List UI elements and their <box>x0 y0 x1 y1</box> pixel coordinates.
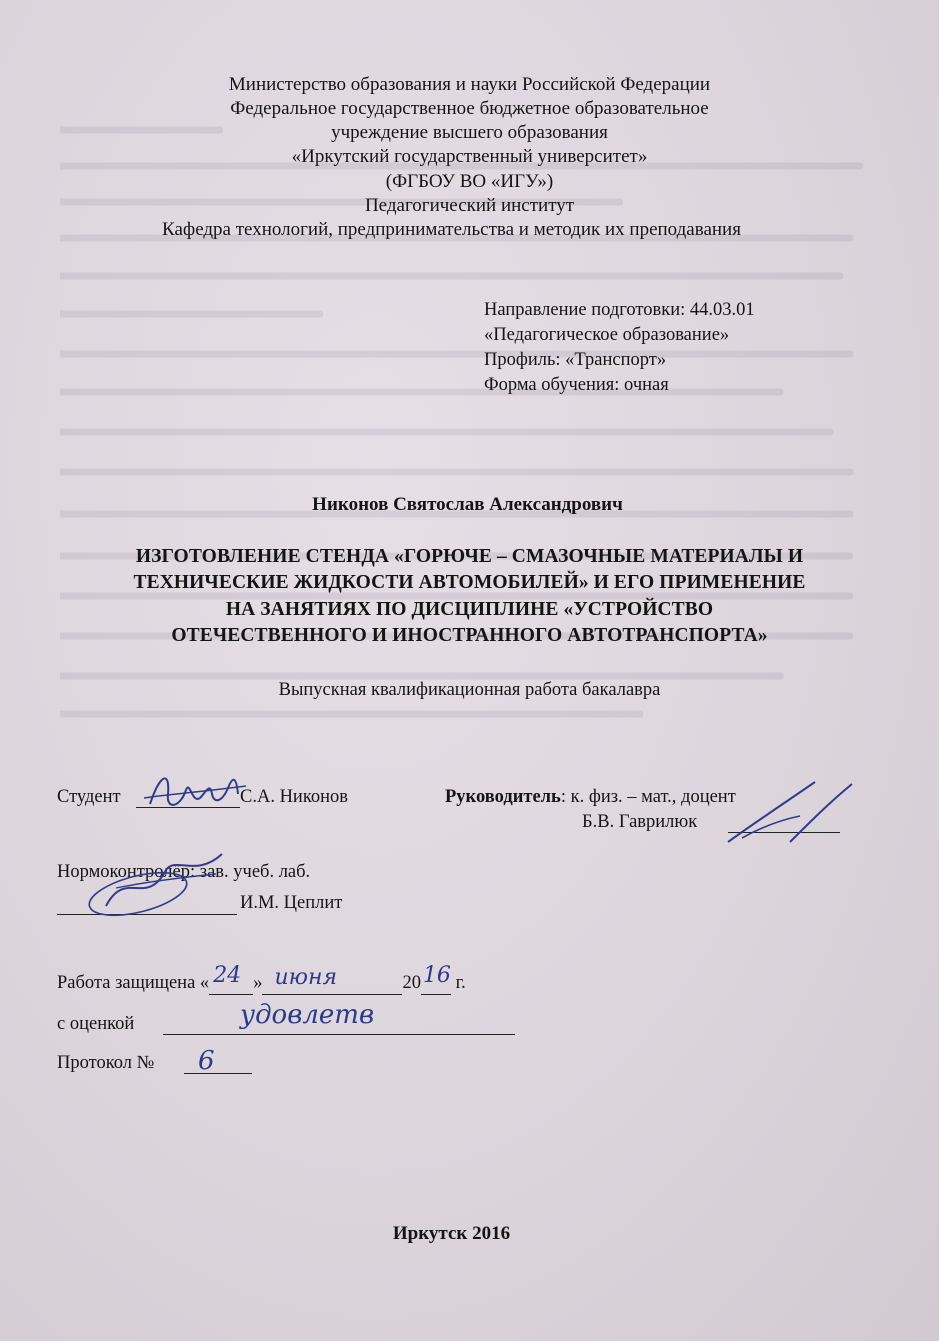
grade-label: с оценкой <box>57 1014 135 1034</box>
defense-date-line <box>57 963 466 995</box>
department-name: Кафедра технологий, предпринимательства и методик их преподавания <box>162 219 741 240</box>
supervisor-signature-icon <box>720 776 860 856</box>
defense-month-field <box>262 965 402 995</box>
study-form: Форма обучения: очная <box>484 375 669 395</box>
supervisor-label: Руководитель <box>445 787 561 807</box>
supervisor-title: : к. физ. – мат., доцент <box>560 787 736 807</box>
work-type: Выпускная квалификационная работа бакалавра <box>278 680 661 700</box>
defense-month: июня <box>274 965 338 990</box>
author-name: Никонов Святослав Александрович <box>312 494 623 515</box>
program-profile: Профиль: «Транспорт» <box>484 350 667 370</box>
city-year: Иркутск 2016 <box>392 1223 511 1244</box>
institute-name: Педагогический институт <box>364 195 575 216</box>
supervisor-name: Б.В. Гаврилюк <box>582 812 698 832</box>
defense-day: 24 <box>213 963 242 988</box>
defense-day-field <box>209 963 253 995</box>
institution-level-line: учреждение высшего образования <box>331 122 608 143</box>
thesis-title-line-3: НА ЗАНЯТИЯХ ПО ДИСЦИПЛИНЕ «УСТРОЙСТВО <box>225 599 714 620</box>
normcontrol-signature-icon <box>76 848 236 924</box>
defense-year-suffix: 16 <box>422 963 451 988</box>
university-name: «Иркутский государственный университет» <box>291 146 648 167</box>
supervisor-line <box>445 787 736 808</box>
protocol-value: 6 <box>198 1046 215 1076</box>
program-direction: Направление подготовки: 44.03.01 <box>484 300 755 320</box>
thesis-title-line-1: ИЗГОТОВЛЕНИЕ СТЕНДА «ГОРЮЧЕ – СМАЗОЧНЫЕ МАТЕРИАЛЫ И <box>135 546 804 567</box>
protocol-label: Протокол № <box>57 1053 155 1073</box>
protocol-line <box>184 1073 252 1074</box>
student-label: Студент <box>57 787 121 807</box>
student-name: С.А. Никонов <box>240 787 349 807</box>
student-signature-icon <box>140 764 250 818</box>
defense-year-end: г. <box>450 973 466 993</box>
thesis-title-line-2: ТЕХНИЧЕСКИЕ ЖИДКОСТИ АВТОМОБИЛЕЙ» И ЕГО ПРИМЕНЕНИЕ <box>133 572 806 593</box>
university-abbreviation: (ФГБОУ ВО «ИГУ») <box>385 171 554 192</box>
normcontrol-label: Нормоконтролёр: зав. учеб. лаб. <box>57 862 311 882</box>
defense-year-field <box>421 963 451 995</box>
defense-year-prefix: 20 <box>402 973 421 993</box>
program-name: «Педагогическое образование» <box>484 325 730 345</box>
normcontrol-name: И.М. Цеплит <box>240 893 343 913</box>
defense-quote-close: » <box>253 973 263 993</box>
grade-line <box>163 1034 515 1035</box>
grade-value: удовлетв <box>240 1000 375 1030</box>
ministry-line: Министерство образования и науки Российской Федерации <box>228 74 711 95</box>
thesis-title-line-4: ОТЕЧЕСТВЕННОГО И ИНОСТРАННОГО АВТОТРАНСПОРТА» <box>171 625 768 646</box>
institution-type-line: Федеральное государственное бюджетное образовательное <box>230 98 709 119</box>
defense-label: Работа защищена « <box>57 973 210 993</box>
